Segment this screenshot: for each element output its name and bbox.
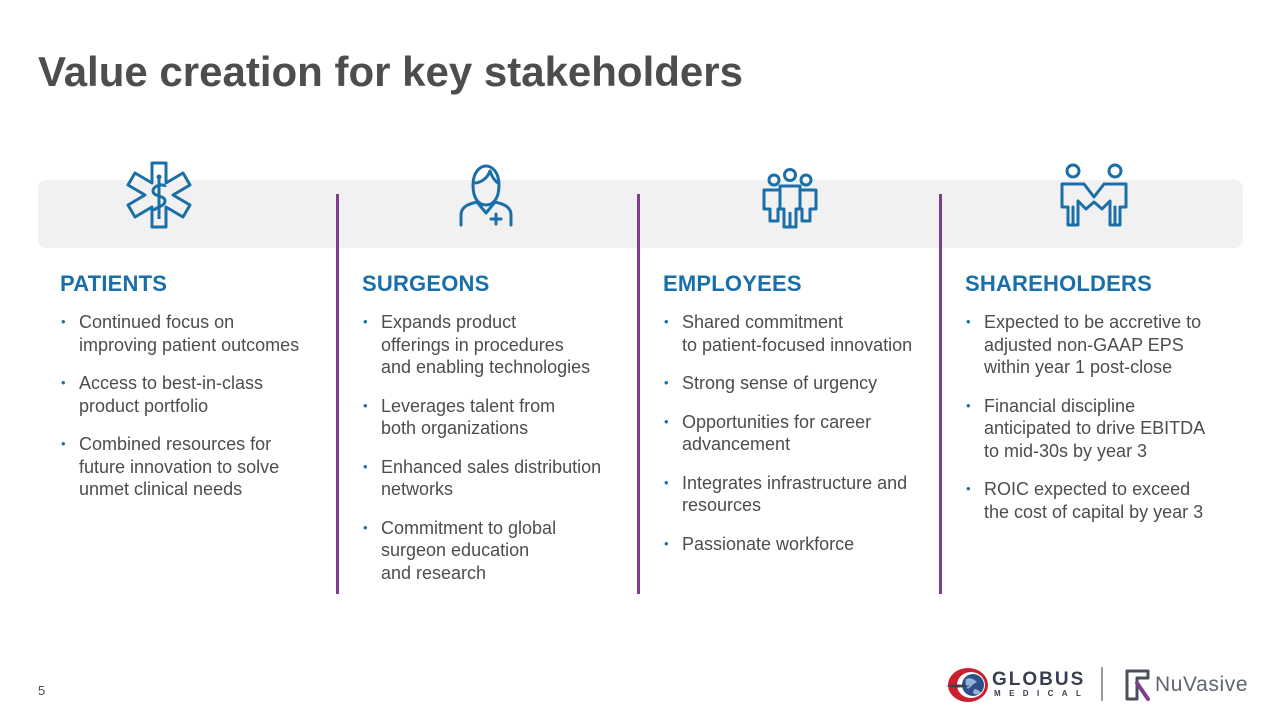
bullet-dot: • xyxy=(966,397,971,413)
bullet-dot: • xyxy=(664,535,669,551)
column-patients xyxy=(60,271,320,517)
handshake-people-icon xyxy=(1056,157,1132,233)
bullet-item xyxy=(60,311,320,356)
slide-title: Value creation for key stakeholders xyxy=(38,48,743,95)
bullet-text: Enhanced sales distribution networks xyxy=(381,456,602,499)
bullet-item xyxy=(663,533,923,556)
bullet-item xyxy=(663,472,923,517)
page-number: 5 xyxy=(38,683,46,698)
column-divider xyxy=(336,194,339,594)
bullet-text: Commitment to global surgeon education and research xyxy=(381,517,557,583)
nuvasive-mark-icon xyxy=(1124,668,1152,702)
bullet-dot: • xyxy=(363,397,368,413)
bullet-text: Opportunities for career advancement xyxy=(682,411,872,454)
bullet-dot: • xyxy=(664,375,669,390)
bullet-text: Access to best-in-class product portfolio xyxy=(79,373,264,416)
bullet-text: ROIC expected to exceed the cost of capital by year 3 xyxy=(984,479,1204,522)
medical-star-of-life-icon xyxy=(121,157,197,233)
bullet-dot: • xyxy=(966,481,971,496)
bullet-dot: • xyxy=(664,314,669,329)
column-heading: EMPLOYEES xyxy=(663,271,802,296)
surgeon-icon xyxy=(448,157,524,233)
bullet-list xyxy=(965,311,1225,523)
bullet-item xyxy=(362,311,622,379)
bullet-item xyxy=(362,456,622,501)
globus-wordmark: GLOBUS xyxy=(992,669,1086,690)
globus-medical-logo xyxy=(944,664,1094,706)
bullet-item xyxy=(60,372,320,417)
globus-submark: MEDICAL xyxy=(994,689,1090,698)
bullet-list xyxy=(60,311,320,501)
bullet-text: Expands product offerings in procedures and enabling technologies xyxy=(381,312,591,377)
column-heading: PATIENTS xyxy=(60,271,168,296)
column-shareholders xyxy=(965,271,1225,539)
bullet-text: Expected to be accretive to adjusted non-GAAP EPS within year 1 post-close xyxy=(984,312,1202,377)
column-surgeons xyxy=(362,271,622,600)
bullet-dot: • xyxy=(61,314,66,329)
bullet-dot: • xyxy=(664,474,669,490)
bullet-item xyxy=(362,517,622,585)
logo-separator xyxy=(1101,667,1103,701)
bullet-list xyxy=(362,311,622,584)
bullet-text: Combined resources for future innovation to solve unmet clinical needs xyxy=(79,434,280,499)
column-heading: SHAREHOLDERS xyxy=(965,271,1152,296)
bullet-dot: • xyxy=(363,314,368,329)
nuvasive-wordmark: NuVasive xyxy=(1155,673,1249,696)
globus-globe-icon xyxy=(944,665,990,705)
bullet-item xyxy=(965,478,1225,523)
bullet-dot: • xyxy=(61,375,66,390)
bullet-dot: • xyxy=(664,413,669,429)
bullet-dot: • xyxy=(61,436,66,451)
footer-logos xyxy=(944,664,1264,706)
bullet-text: Integrates infrastructure and resources xyxy=(682,472,908,515)
team-icon xyxy=(752,157,828,233)
bullet-text: Passionate workforce xyxy=(682,533,855,554)
bullet-text: Shared commitment to patient-focused innovation xyxy=(682,312,913,355)
bullet-item xyxy=(60,433,320,501)
column-employees xyxy=(663,271,923,571)
bullet-item xyxy=(663,411,923,456)
column-heading: SURGEONS xyxy=(362,271,490,296)
bullet-list xyxy=(663,311,923,555)
bullet-item xyxy=(965,311,1225,379)
bullet-text: Financial discipline anticipated to drive EBITDA to mid-30s by year 3 xyxy=(984,395,1206,461)
bullet-dot: • xyxy=(363,458,368,474)
bullet-text: Strong sense of urgency xyxy=(682,373,878,393)
bullet-item xyxy=(965,395,1225,463)
column-divider xyxy=(939,194,942,594)
bullet-item xyxy=(663,372,923,395)
bullet-text: Leverages talent from both organizations xyxy=(381,395,556,438)
column-divider xyxy=(637,194,640,594)
bullet-item xyxy=(663,311,923,356)
bullet-text: Continued focus on improving patient outcomes xyxy=(79,312,300,355)
bullet-dot: • xyxy=(363,519,368,535)
bullet-dot: • xyxy=(966,314,971,329)
bullet-item xyxy=(362,395,622,440)
